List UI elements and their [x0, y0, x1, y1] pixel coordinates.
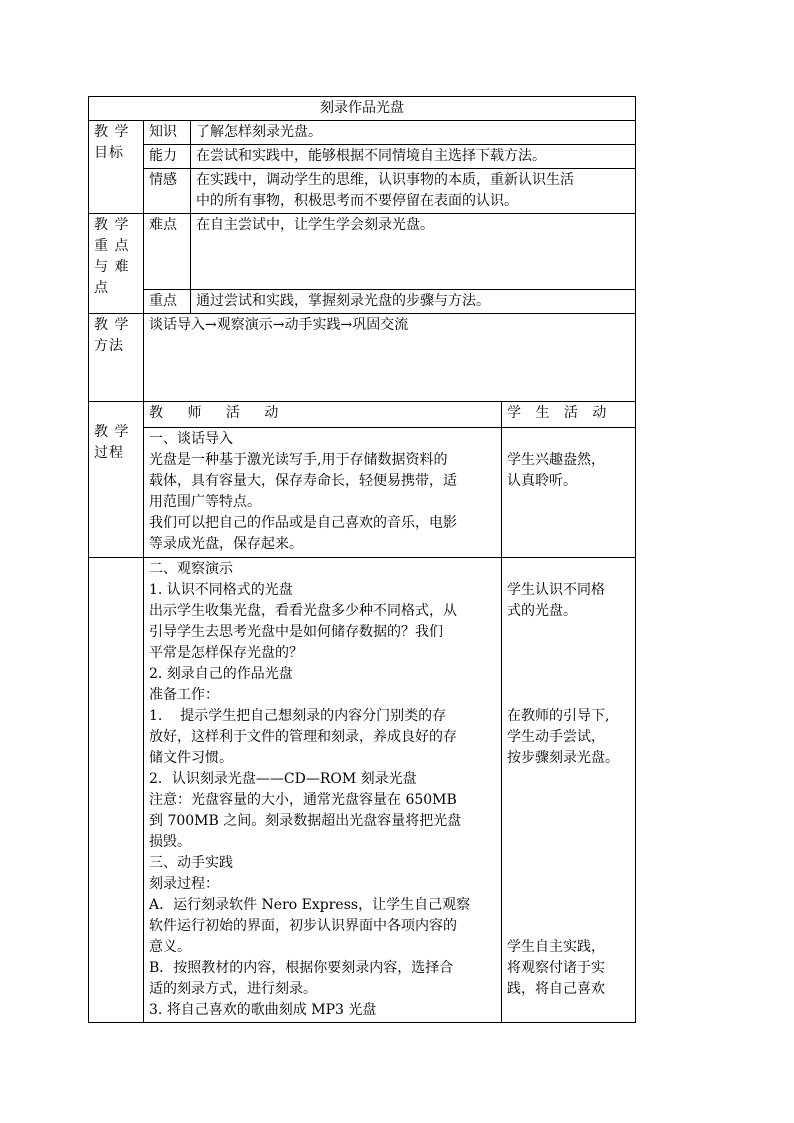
- process-label: [89, 402, 144, 558]
- teacher-block2-line: 意义。: [149, 939, 191, 955]
- student-block2-line: 学生动手尝试，: [507, 729, 605, 745]
- process-label-line1: 教 学: [94, 424, 130, 440]
- emotion-text-line2: 中的所有事物，积极思考而不要停留在表面的认识。: [196, 193, 518, 209]
- teacher-block1-line: 光盘是一种基于激光读写手,用于存储数据资料的: [149, 452, 448, 468]
- key-point-text: 通过尝试和实践，掌握刻录光盘的步骤与方法。: [191, 290, 636, 314]
- focus-label-line2: 重 点: [94, 238, 130, 254]
- teacher-activity-header-text: 教 师 活 动: [149, 405, 289, 421]
- student-block2-line: 践，将自己喜欢: [507, 981, 605, 997]
- method-label: [89, 314, 144, 402]
- teacher-block2-line: 刻录过程：: [149, 876, 219, 892]
- student-block2-line: 将观察付诸于实: [507, 960, 605, 976]
- method-cell: [144, 314, 636, 402]
- teacher-block2-line: 平常是怎样保存光盘的？: [149, 645, 303, 661]
- teacher-block2-line: 2．认识刻录光盘——CD—ROM 刻录光盘: [149, 771, 417, 787]
- knowledge-text: 了解怎样刻录光盘。: [191, 121, 636, 145]
- teacher-block1-line: 我们可以把自己的作品或是自己喜欢的音乐，电影: [149, 515, 457, 531]
- teacher-activity-header: [144, 402, 502, 428]
- student-activity-header-text: 学 生 活 动: [507, 405, 612, 421]
- teacher-block1-line: 一、谈话导入: [149, 431, 233, 447]
- teacher-block2-line: 储文件习惯。: [149, 750, 233, 766]
- teacher-block2-line: 损毁。: [149, 834, 191, 850]
- ability-text: 在尝试和实践中，能够根据不同情境自主选择下载方法。: [191, 145, 636, 169]
- emotion-text-line1: 在实践中，调动学生的思维，认识事物的本质，重新认识生活: [196, 172, 574, 188]
- focus-label-line1: 教 学: [94, 217, 130, 233]
- teacher-block2-line: 2. 刻录自己的作品光盘: [149, 666, 293, 682]
- student-block1-line: 认真聆听。: [507, 473, 577, 489]
- focus-label-line3: 与 难: [94, 259, 130, 275]
- teacher-block2-line: 1. 认识不同格式的光盘: [149, 582, 293, 598]
- focus-label: [89, 214, 144, 314]
- teacher-block2-line: 放好，这样利于文件的管理和刻录，养成良好的存: [149, 729, 457, 745]
- teacher-block2-line: 三、动手实践: [149, 855, 233, 871]
- teacher-block2-line: 软件运行初始的界面，初步认识界面中各项内容的: [149, 918, 457, 934]
- teacher-block2-line: 适的刻录方式，进行刻录。: [149, 981, 317, 997]
- student-block2-line: 式的光盘。: [507, 603, 577, 619]
- teacher-block1-line: 载体，具有容量大，保存寿命长，轻便易携带，适: [149, 473, 457, 489]
- difficulty-text: 在自主尝试中，让学生学会刻录光盘。: [191, 214, 636, 290]
- teacher-block2-line: 1. 提示学生把自己想刻录的内容分门别类的存: [149, 708, 447, 724]
- method-text: 谈话导入→观察演示→动手实践→巩固交流: [149, 317, 409, 333]
- lesson-plan-table: [88, 96, 636, 1023]
- emotion-text: [191, 169, 636, 214]
- emotion-label: 情感: [144, 169, 191, 214]
- student-activity-header: [502, 402, 636, 428]
- ability-label: 能力: [144, 145, 191, 169]
- student-block2-line: 学生认识不同格: [507, 582, 605, 598]
- objectives-label: [89, 121, 144, 214]
- objectives-label-line2: 目标: [94, 145, 124, 161]
- teacher-block2-line: 准备工作：: [149, 687, 219, 703]
- student-block1-line: 学生兴趣盎然，: [507, 452, 605, 468]
- method-label-line2: 方法: [94, 338, 124, 354]
- key-point-label: 重点: [144, 290, 191, 314]
- student-block-1: [502, 428, 636, 558]
- teacher-block1-line: 用范围广等特点。: [149, 494, 261, 510]
- teacher-block-2: [144, 558, 502, 1023]
- objectives-label-line1: 教 学: [94, 124, 130, 140]
- teacher-block2-line: 注意：光盘容量的大小，通常光盘容量在 650MB: [149, 792, 457, 808]
- difficulty-label: 难点: [144, 214, 191, 290]
- teacher-block2-line: 引导学生去思考光盘中是如何储存数据的？我们: [149, 624, 443, 640]
- process-empty-label: [89, 558, 144, 1023]
- knowledge-label: 知识: [144, 121, 191, 145]
- teacher-block2-line: 3. 将自己喜欢的歌曲刻成 MP3 光盘: [149, 1002, 377, 1018]
- teacher-block-1: [144, 428, 502, 558]
- teacher-block1-line: 等录成光盘，保存起来。: [149, 536, 303, 552]
- method-label-line1: 教 学: [94, 317, 130, 333]
- student-block-2: [502, 558, 636, 1023]
- focus-label-line4: 点: [94, 280, 109, 296]
- student-block2-line: 学生自主实践，: [507, 939, 605, 955]
- teacher-block2-line: B．按照教材的内容，根据你要刻录内容，选择合: [149, 960, 454, 976]
- teacher-block2-line: 到 700MB 之间。刻录数据超出光盘容量将把光盘: [149, 813, 462, 829]
- teacher-block2-line: 出示学生收集光盘，看看光盘多少种不同格式，从: [149, 603, 457, 619]
- process-label-line2: 过程: [94, 445, 124, 461]
- student-block2-line: 在教师的引导下,: [507, 708, 610, 724]
- student-block2-line: 按步骤刻录光盘。: [507, 750, 619, 766]
- teacher-block2-line: A．运行刻录软件 Nero Express，让学生自己观察: [149, 897, 471, 913]
- lesson-title: 刻录作品光盘: [89, 97, 636, 121]
- teacher-block2-line: 二、观察演示: [149, 561, 233, 577]
